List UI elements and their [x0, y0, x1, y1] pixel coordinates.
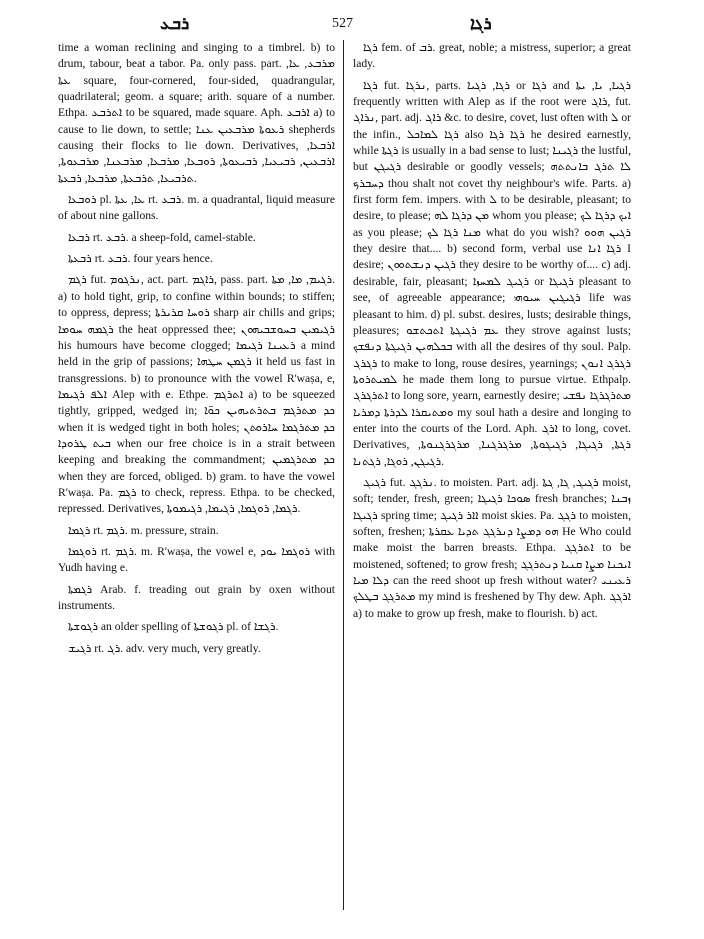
column-divider — [343, 40, 344, 910]
running-head-right: ܪܓܐ — [470, 14, 492, 33]
right-column — [353, 40, 631, 627]
entry: ܪܓܝܓ fut. ܢܪܓܓ. to moisten. Part. adj. ܪܓܝܓ, ܓܐ, ܓܬܐ moist, soft; tender, fresh, green; ܣܘܟܐ ܪܓܝܓܐ fresh branches; ܙܒܢܐ ܪܓܝܓܐ spring time; ܐܐܪ ܪܓܝܓ moist skies. Pa. ܪܓܓ to moisten, soften, freshen; ܗܘ ܕܡܨܐ ܕܢܪܓܓ ܬܕܝܐ ܥܩܪܬܐ He Who could make moist the barren breasts. Ethpa. ܐܬܪܓܓ to be moistened, softened; to grow fresh; ܐܝܟܢܐ ܡܨܐ ܩܢܝܐ ܕܢܬܪܓܓ ܕܠܐ ܡܝܐ can the reed shoot up fresh without water? ܪܥܝܢܝ ܡܬܪܓܓ ܒܛܠܟ my mind is freshened by Thy dew. Aph. ܐܪܓܓ a) to make to grow up fresh, make to flourish. b) act. — [353, 475, 632, 620]
page-number: 527 — [332, 16, 353, 31]
entry: ܪܓܡܐ rt. ܪܓܡ. m. pressure, strain. — [68, 523, 219, 537]
entry: ܪܒܥܬܐ rt. ܪܒܥ. four years hence. — [68, 252, 213, 266]
entry: ܪܘܒܥܐ pl. ܥܐ, ܥܬܐ rt. ܪܒܥ. m. a quadrantal, liquid measure of about nine gallons. — [58, 193, 335, 223]
entry: ܪܘܓܡܐ rt. ܪܓܡ. m. R'waṣa, the vowel e, ܪܘܓܡܐ ܝܘܕ with Yudh having e. — [58, 544, 335, 575]
entry: ܪܓܡ fut. ܢܪܓܘܡ, act. part. ܪܐܓܡ, pass. part. ܪܓܝܡ, ܡܐ, ܡܬܐ. a) to hold tight, grip, to confine within bounds; to stiffen; to oppress, depress; ܪܘܚܐ ܩܪܝܪܬܐ sharp air chills and grips; ܪܓܡܗ ܚܘܡܐ the heat oppressed thee; ܪܓܝܡܝܢ ܒܚܘܫܒܝܗܘܢ his humours have become clogged; ܪܥܝܢܐ ܪܓܝܡܐ a mind held in the grip of passions; ܪܓܡܢ ܚܛܗܐ it held us fast in transgressions. b) to pronounce with the vowel R'waṣa, e, ܐܠܦ ܪܓܝܡܐ Alep with e. Ethpe. ܐܬܪܓܡ a) to be squeezed tightly, gripped, wedged in; ܟܕ ܡܬܪܓܡ ܒܬܪܬܝܗܝܢ ܟܘ̈ܐ when it is wedged tight in both holes; ܟܕ ܡܬܪܓܡܐ ܚܐܪܘܬܢ ܒܝܬ ܛܪܘܕܐ when our free choice is in a strait between keeping and breaking the commandment; ܟܕ ܡܬܪܓܡܝܢ when they are forced, obliged. b) gram. to have the vowel R'waṣa. Pa. ܪܓܡ to check, repress. Ethpa. to be checked, repressed. Derivatives, ܪܓܡܐ, ܪܘܓܡܐ, ܪܓܝܡܐ, ܪܓܝܡܘܬܐ. — [58, 273, 336, 516]
entry: ܪܓܐ fut. ܢܪܓܐ, parts. ܪܓܐ, ܪܓܝܐ or ܪܓܐ and ܪܓܝܐ, ܝܐ, ܝܬܐ frequently written with Alep as if the root were ܪܐܓ, fut. ܢܪܐܓ, part. adj. ܪܐܓ &c. to desire, covet, lust often with ܠ or the infin., ܪܓܐ ܠܡܐܟܠ also ܪܓܐ ܪܓܐ he desired earnestly, while ܪܓܬܐ is usually in a bad sense to lust; ܪܓܝܢܐ the lustful, but ܪܓܝܓܢ desirable or goodly vessels; ܠܐ ܬܪܓ ܒܐܢܬܬܗ ܕܚܒܪܟ thou shalt not covet thy neighbour's wife. Parts. a) first form fem. impers. with ܠ to be desirable, pleasant; to desire, to please; ܡܢ ܕܪܓܐ ܠܗ whom you please; ܐܝܟ ܕܪܓܐ ܠܟ as you please; ܡܢܐ ܪܓܐ ܠܟ what do you wish? ܪܓܝܢ ܗܘܘ they desire that.... b) second form, verbal use ܪܓܐ ܐܢܐ I desire; ܪܓܝܢ ܕܢܫܬܘܘܢ they desire to be worthy of.... c) adj. desirable, fair, pleasant; ܪܓܝܓ ܠܡܚܙܐ or ܪܓܝܓܐ pleasant to see, of agreeable appearance; ܪܓܝܓܝܢ ܚܝܘܗܝ life was pleasant to him. d) pl. subst. desires, lusts; desirable things, pleasures; ܥܡ ܪܓܝܓܬܐ ܐܬܟܬܫܘ they strove against lusts; ܒܟܠܗܝܢ ܪܓܝܓܬܐ ܕܢܦܫܟ with all the desires of thy soul. Palp. ܪܓܪܓ to make to long, rouse desires, yearnings; ܪܓܪܓ ܐܢܘܢ ܠܡܝܬܪܘܬܐ he made them long to pursue virtue. Ethpalp. ܐܬܪܓܪܓ to long sore, yearn, earnestly desire; ܡܬܪܓܪܓܐ ܢܦܫܝ ܘܡܬܝܩܪܐ ܠܕܪܬܐ ܕܡܪܝܐ my soul hath a desire and longing to enter into the courts of the Lord. Aph. ܐܪܓ to long, covet. Derivatives, ܪܓܬܐ, ܪܓܝܓܐ, ܪܓܝܓܘܬܐ, ܡܪܓܪܓܢܐ, ܡܪܓܪܓܢܘܬܐ, ܪܓܝܓܢ, ܪܘܓܐ, ܪܓܬܢܐ. — [353, 78, 631, 468]
entry: ܪܓܘܫܬܐ an older spelling of ܪܓܘܫܬܐ pl. of ܪܓܫܐ. — [68, 620, 279, 634]
entry: ܪܓܡܬܐ Arab. f. treading out grain by oxen without instruments. — [58, 582, 335, 612]
entry-continued: time a woman reclining and singing to a timbrel. b) to drum, tabour, beat a tabor. Pa. only pass. part. ܡܪܒܥ, ܥܐ, ܥܬܐ square, four-cornered, four-sided, quadrangular, quadrilateral; geom. a square; arith. square of a number. Ethpa. ܐܬܪܒܥ to be squared, made square. Aph. ܐܪܒܥ a) to cause to lie down, to settle; ܪܥܘܬܐ ܡܪܒܥܝܢ ܥܢܐ shepherds causing their flocks to lie down. Derivatives, ܐܪܒܥܐ, ܐܪܒܥܝܢ, ܪܒܝܥܝܐ, ܪܒܝܥܘܬܐ, ܪܘܒܥܐ, ܡܪܒܥܐ, ܡܪܒܥܢܐ, ܡܪܒܥܘܬܐ, ܬܪܒܝܥܐ, ܬܪܒܥܬܐ, ܡܪܒܥܐ, ܪܒܥܬܐ. — [58, 41, 335, 185]
entry: ܪܓܝܫ rt. ܪܓ. adv. very much, very greatly. — [68, 641, 261, 655]
entry: ܪܒܥܐ rt. ܪܒܥ. a sheep-fold, camel-stable. — [68, 230, 256, 244]
left-column — [58, 40, 335, 662]
entry: ܪܓܐ fem. of ܪܒ. great, noble; a mistress, superior; a great lady. — [353, 41, 631, 71]
running-head-left: ܪܒܥ — [160, 14, 190, 33]
